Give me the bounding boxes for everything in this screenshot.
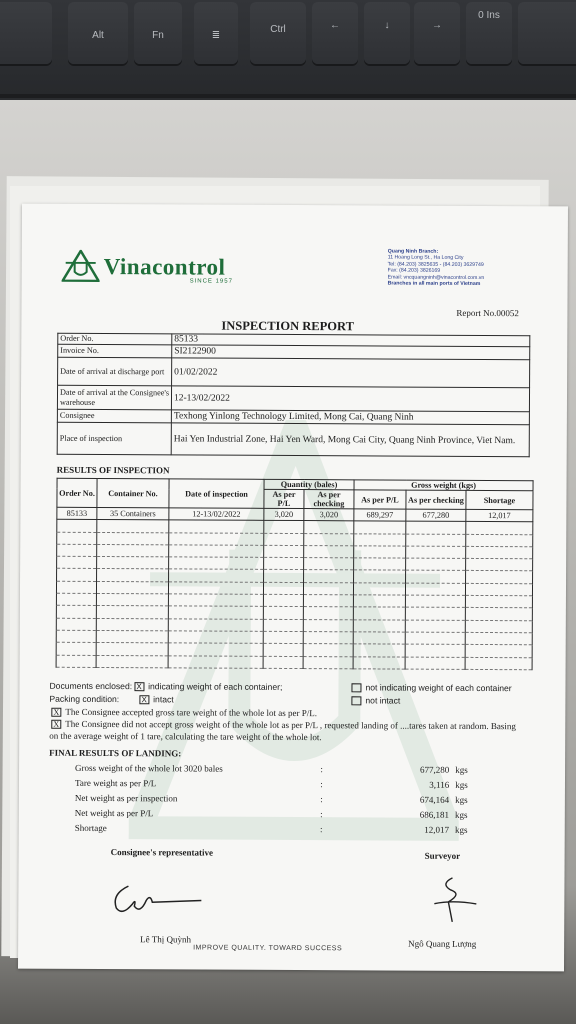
consignee-signature (106, 876, 206, 922)
key-ins: 0 Ins (466, 2, 512, 64)
consignee-note-accepted: The Consignee accepted gross tare weight of the whole lot as per P/L. (65, 706, 318, 719)
consignee-label: Consignee (57, 409, 171, 423)
final-label: Net weight as per P/L (74, 807, 154, 819)
key-left: ← (312, 2, 358, 64)
final-unit: kgs (455, 779, 468, 790)
key-down: ↓ (364, 2, 410, 64)
final-unit: kgs (455, 794, 468, 805)
final-unit: kgs (455, 764, 468, 775)
key-ctrl: Ctrl (250, 2, 306, 64)
company-logo-name: Vinacontrol (103, 254, 226, 280)
final-value: 12,017 (424, 824, 450, 835)
surveyor-label: Surveyor (424, 850, 461, 861)
packing-label: Packing condition: (49, 693, 120, 705)
col-order-no: Order No. (57, 478, 97, 507)
place-value: Hai Yen Industrial Zone, Hai Yen Ward, Mong Cai City, Quang Ninh Province, Viet Nam. (171, 423, 529, 457)
cell-gross-check: 677,280 (406, 509, 466, 522)
keyboard (0, 0, 576, 105)
invoice-no-value: SI2122900 (172, 345, 530, 360)
key-right: → (414, 2, 460, 64)
company-tagline: IMPROVE QUALITY. TOWARD SUCCESS (193, 944, 343, 953)
col-quantity: Quantity (bales) (264, 479, 354, 489)
key-blank-right (518, 2, 576, 64)
col-gross-pl: As per P/L (354, 490, 406, 509)
branch-email: Email: vncquangninh@vinacontrol.com.vn (387, 274, 485, 281)
cell-qty-check: 3,020 (304, 509, 354, 522)
checkbox-checked[interactable]: X (139, 695, 149, 704)
documents-alternative-block (349, 681, 511, 708)
checkbox-unchecked[interactable] (351, 684, 361, 693)
documents-block (49, 680, 282, 707)
checkbox-checked[interactable]: X (51, 720, 61, 729)
cell-date: 12-13/02/2022 (169, 508, 264, 521)
documents-enclosed-option: indicating weight of each container; (148, 681, 283, 692)
cell-order-no: 85133 (57, 507, 97, 520)
col-gross-check: As per checking (406, 490, 466, 509)
col-qty-pl: As per P/L (264, 489, 304, 508)
keyboard-body (0, 0, 576, 98)
order-no-value: 85133 (172, 334, 530, 347)
cell-gross-pl: 689,297 (354, 509, 406, 522)
final-row: Gross weight of the whole lot 3020 bales : 677,280 kgs (55, 761, 515, 778)
results-section-title: RESULTS OF INSPECTION (56, 464, 170, 476)
final-label: Net weight as per inspection (74, 792, 178, 804)
col-shortage: Shortage (466, 490, 533, 509)
arrival-warehouse-label: Date of arrival at the Consignee's warehouse (57, 385, 171, 410)
consignee-representative-label: Consignee's representative (110, 847, 214, 858)
checkbox-checked[interactable]: X (51, 708, 61, 717)
final-value: 686,181 (419, 809, 450, 820)
branch-ports: Branches in all main ports of Vietnam (387, 280, 481, 288)
checkbox-checked[interactable]: X (134, 682, 144, 691)
surveyor-name: Ngô Quang Lượng (408, 938, 477, 949)
branch-tel: Tel: (84.203) 3825635 - (84.203) 3629749 (387, 261, 484, 268)
packing-alt: not intact (365, 695, 401, 706)
final-value: 677,280 (420, 764, 450, 775)
surveyor-signature (422, 874, 482, 926)
consignee-note-rejected: The Consignee did not accept gross weight of the whole lot as per P/L , requested landing of ....tares taken at random. Basing on the average weight of 1 tare, calculating the tare weight of the whole lot. (49, 718, 516, 743)
documents-enclosed-label: Documents enclosed: (49, 680, 133, 692)
final-row: Net weight as per inspection : 674,164 kgs (55, 791, 515, 808)
vinacontrol-logo-icon (62, 250, 100, 282)
documents-enclosed-alt: not indicating weight of each container (365, 682, 512, 694)
branch-fax: Fax: (84.203) 3826169 (387, 267, 441, 274)
final-row: Tare weight as per P/L : 3,116 kgs (55, 776, 515, 793)
invoice-no-label: Invoice No. (58, 344, 172, 358)
shipment-info-table (57, 333, 531, 457)
final-value: 674,164 (419, 794, 450, 805)
final-results-title: FINAL RESULTS OF LANDING: (49, 747, 182, 759)
packing-option: intact (153, 694, 174, 705)
cell-container-no: 35 Containers (97, 507, 169, 520)
company-since: SINCE 1957 (189, 278, 233, 285)
place-label: Place of inspection (57, 422, 171, 455)
final-label: Gross weight of the whole lot 3020 bales (75, 762, 223, 774)
final-row: Shortage : 12,017 kgs (55, 821, 515, 838)
branch-title: Quang Ninh Branch: (387, 248, 439, 255)
checkbox-unchecked[interactable] (351, 697, 361, 706)
final-value: 3,116 (429, 779, 450, 790)
key-alt: Alt (68, 2, 128, 64)
final-unit: kgs (454, 824, 468, 835)
arrival-discharge-label: Date of arrival at discharge port (58, 357, 172, 386)
col-container-no: Container No. (97, 478, 169, 507)
final-results-table (55, 761, 515, 838)
branch-contact-block (388, 248, 485, 287)
col-date: Date of inspection (169, 479, 264, 508)
branch-address: 11 Hoang Long St., Ha Long City (387, 254, 464, 262)
inspection-report-page (18, 204, 568, 972)
col-qty-check: As per checking (304, 490, 354, 509)
key-fn: Fn (134, 2, 182, 64)
arrival-discharge-value: 01/02/2022 (172, 358, 530, 388)
consignee-name: Lê Thị Quỳnh (140, 934, 192, 945)
consignee-notes (49, 706, 519, 744)
key-blank (0, 2, 52, 64)
page-title: INSPECTION REPORT (221, 318, 354, 334)
arrival-warehouse-value: 12-13/02/2022 (171, 386, 529, 412)
report-number: Report No.00052 (456, 307, 519, 319)
final-unit: kgs (455, 809, 468, 820)
inspection-results-table (56, 478, 534, 670)
final-label: Shortage (74, 822, 107, 834)
consignee-value: Texhong Yinlong Technology Limited, Mong Cai, Quang Ninh (171, 410, 529, 425)
final-row: Net weight as per P/L : 686,181 kgs (55, 806, 515, 823)
empty-row (56, 655, 532, 670)
cell-shortage: 12,017 (466, 509, 533, 522)
key-menu: ≣ (194, 2, 238, 64)
final-label: Tare weight as per P/L (74, 777, 157, 789)
order-no-label: Order No. (58, 333, 172, 345)
col-gross-weight: Gross weight (kgs) (354, 480, 533, 491)
cell-qty-pl: 3,020 (264, 508, 304, 521)
